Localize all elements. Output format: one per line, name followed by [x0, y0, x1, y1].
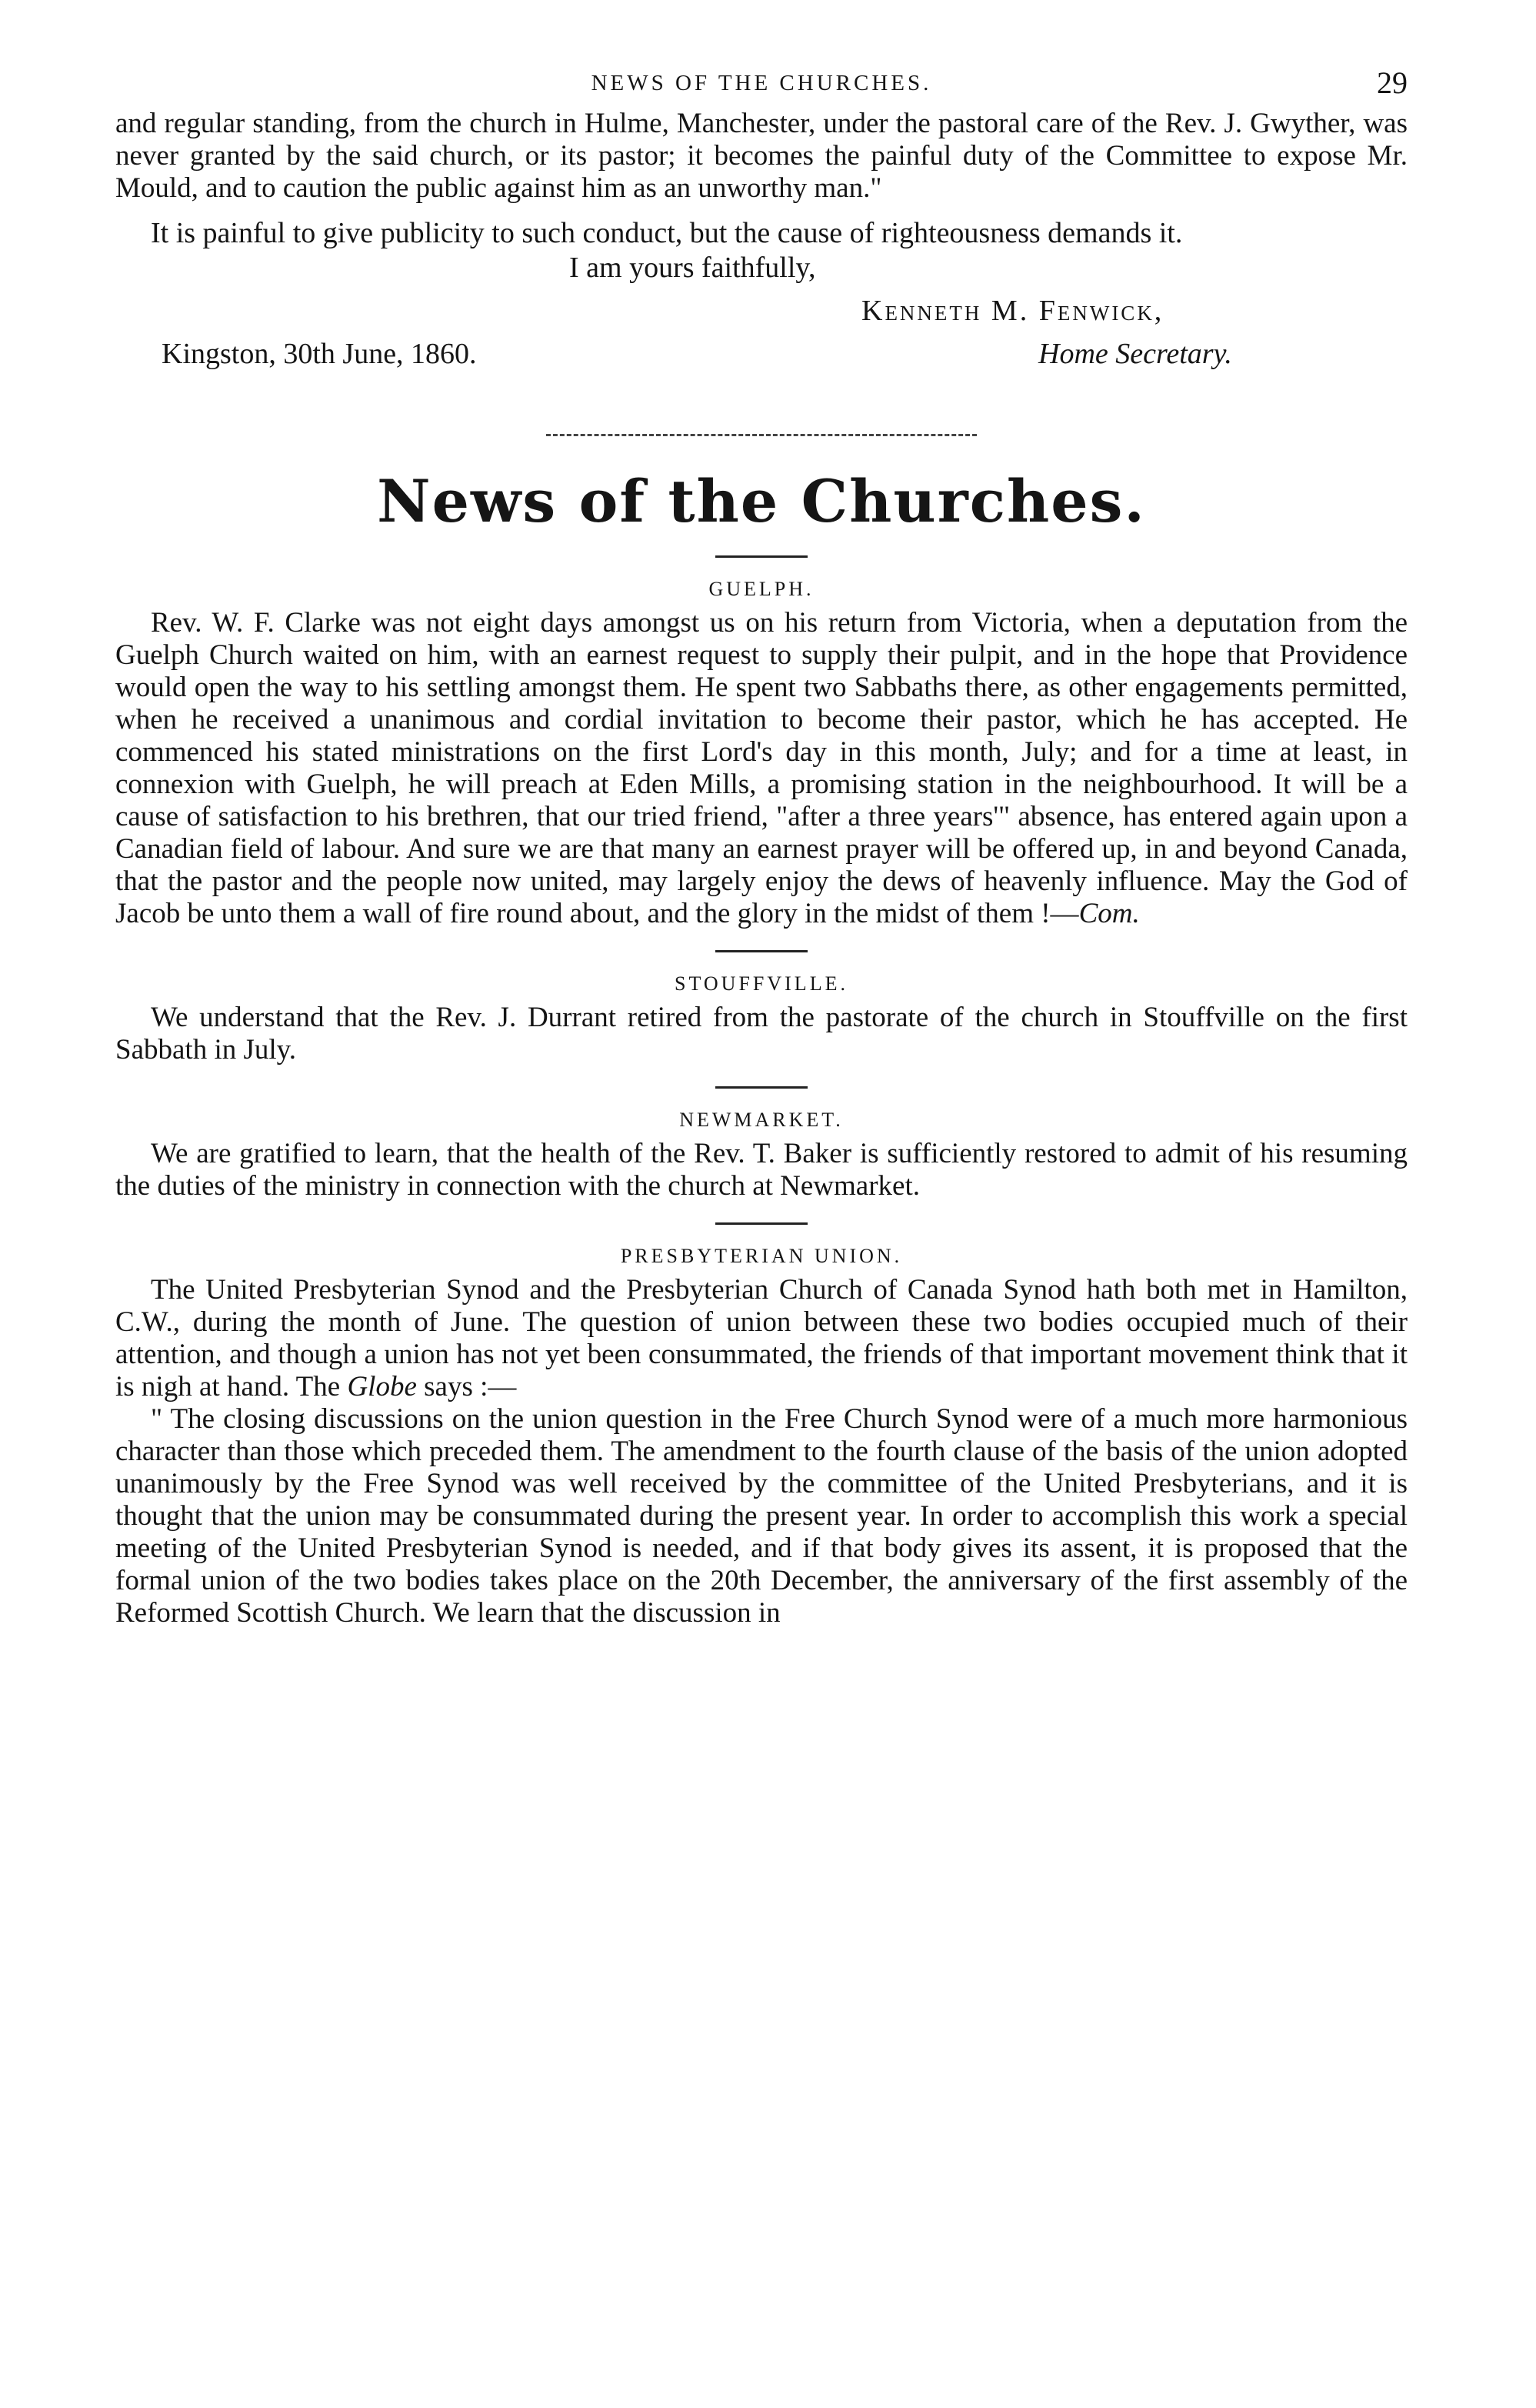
closing-faithfully: I am yours faithfully,: [569, 252, 816, 284]
subhead-stouffville: STOUFFVILLE.: [675, 972, 848, 995]
running-header: [115, 62, 1408, 108]
title-rule: [715, 555, 808, 558]
globe-name: Globe: [347, 1371, 417, 1402]
paragraph-presbyterian-union: [115, 1274, 1408, 1403]
signature-role: Home Secretary.: [1038, 338, 1232, 370]
subhead-presbyterian-union: PRESBYTERIAN UNION.: [620, 1245, 903, 1267]
closing-line-1: [115, 251, 1408, 294]
paragraph-stouffville: We understand that the Rev. J. Durrant retired from the pastorate of the church in Stouffville on the first Sabbath in July.: [115, 1002, 1408, 1066]
subhead-newmarket: NEWMARKET.: [679, 1109, 844, 1131]
guelph-signoff: Com.: [1078, 898, 1140, 929]
subhead-guelph: GUELPH.: [708, 578, 815, 600]
guelph-body: Rev. W. F. Clarke was not eight days amongst us on his return from Victoria, when a deputation from the Guelph Church waited on him, with an earnest request to supply their pulpit, and in the hope that Providence would open the way to his settling amongst them. He spent two Sabbaths there, as other engagements permitted, when he received a unanimous and cordial invitation to become their pastor, which he has accepted. He commenced his stated ministrations on the first Lord's day in this month, July; and for a time at least, in connexion with Guelph, he will preach at Eden Mills, a promising station in the neighbourhood. It will be a cause of satisfaction to his brethren, that our tried friend, "after a three years'" absence, has entered again upon a Canadian field of labour. And sure we are that many an earnest prayer will be offered up, in and beyond Canada, that the pastor and the people now united, may largely enjoy the dews of heavenly influence. May the God of Jacob be unto them a wall of fire round about, and the glory in the midst of them !—: [115, 607, 1408, 929]
union-body: The United Presbyterian Synod and the Presbyterian Church of Canada Synod hath both met in Hamilton, C.W., during the month of June. The question of union between these two bodies occupied much of their attention, and though a union has not yet been consummated, the friends of that important movement think that it is nigh at hand. The: [115, 1274, 1408, 1402]
page-number: 29: [1377, 65, 1408, 100]
rule-2: [715, 1086, 808, 1089]
rule-1: [715, 950, 808, 952]
rule-3: [715, 1222, 808, 1225]
place-date: Kingston, 30th June, 1860.: [162, 338, 477, 370]
section-divider: [546, 434, 977, 436]
paragraph-union-quote: " The closing discussions on the union question in the Free Church Synod were of a much more harmonious character than those which preceded them. The amendment to the fourth clause of the basis of the union adopted unanimously by the Free Synod was well received by the committee of the United Presbyterians, and it is thought that the union may be consummated during the present year. In order to accomplish this work a special meeting of the United Presbyterian Synod is needed, and if that body gives its assent, it is proposed that the formal union of the two bodies takes place on the 20th December, the anniversary of the first assembly of the Reformed Scottish Church. We learn that the discussion in: [115, 1403, 1408, 1629]
letter-paragraph-1: and regular standing, from the church in Hulme, Manchester, under the pastoral care of the Rev. J. Gwyther, was never granted by the said church, or its pastor; it becomes the painful duty of the Committee to expose Mr. Mould, and to caution the public against him as an unworthy man.": [115, 108, 1408, 204]
section-title: News of the Churches.: [377, 467, 1146, 535]
union-body-end: says :—: [416, 1371, 517, 1402]
closing-line-2: [115, 294, 1408, 337]
running-title: NEWS OF THE CHURCHES.: [591, 71, 932, 95]
signature-name: Kenneth M. Fenwick,: [861, 295, 1164, 327]
paragraph-newmarket: We are gratified to learn, that the health of the Rev. T. Baker is sufficiently restored to admit of his resuming the duties of the ministry in connection with the church at Newmarket.: [115, 1138, 1408, 1202]
paragraph-guelph: [115, 607, 1408, 930]
closing-line-3: [115, 337, 1408, 380]
letter-paragraph-2: It is painful to give publicity to such conduct, but the cause of righteousness demands it.: [151, 217, 1183, 249]
page: [115, 62, 1408, 1629]
